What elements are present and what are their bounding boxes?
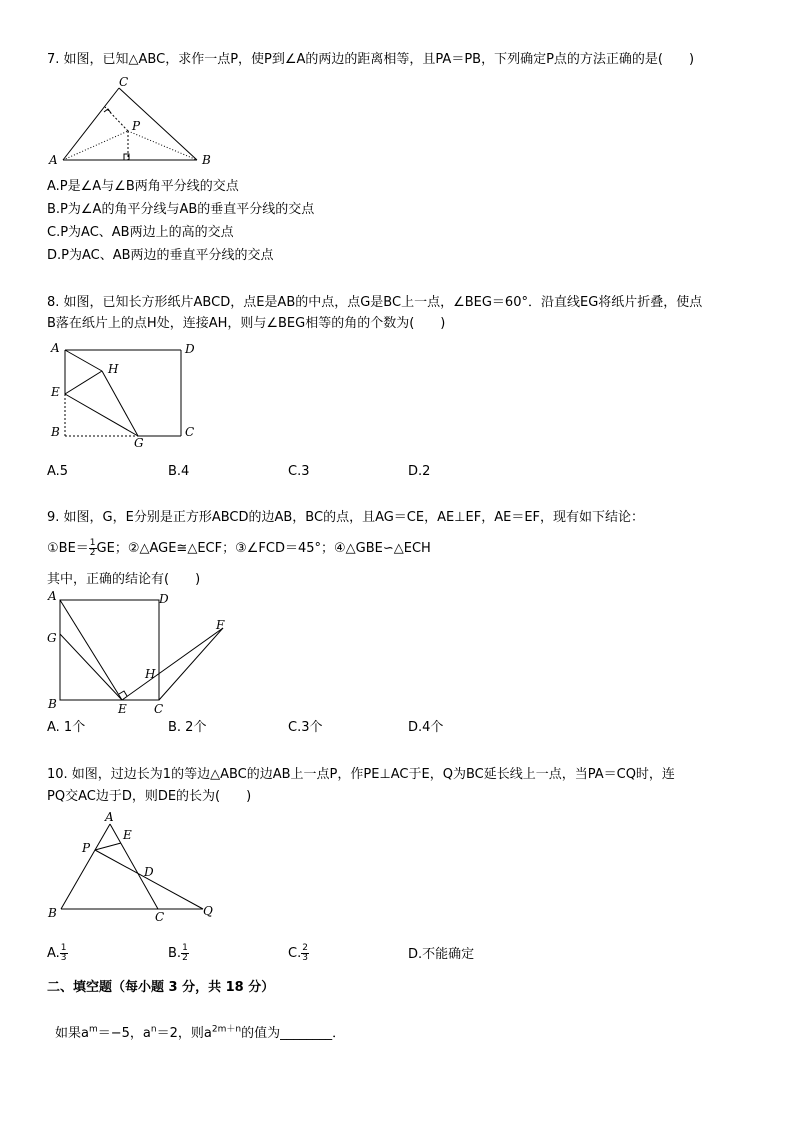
q10-label-P: P xyxy=(82,841,91,855)
q10-option-c-fraction xyxy=(301,944,309,963)
q8-label-B: B xyxy=(51,425,60,439)
q10-option-b-fraction xyxy=(181,944,189,963)
q10-option-c-num: 2 xyxy=(302,943,308,953)
fill1-sup1: m xyxy=(88,1024,98,1035)
q9-fraction-den: 2 xyxy=(89,548,96,558)
q10-label-A: A xyxy=(105,810,114,824)
q8-figure xyxy=(45,340,205,450)
q9-label-C: C xyxy=(154,702,164,716)
q9-stem-line3: 其中，正确的结论有( ) xyxy=(47,572,201,587)
q10-option-b xyxy=(168,944,189,963)
q9-figure xyxy=(45,590,235,718)
q10-label-E: E xyxy=(123,828,132,842)
fill1-sup3: 2m＋n xyxy=(211,1024,242,1035)
q9-label-A: A xyxy=(48,590,57,603)
q10-option-b-den: 2 xyxy=(182,953,188,963)
q10-label-B: B xyxy=(48,906,57,920)
fill1-question xyxy=(55,1026,345,1042)
q9-option-b: B. 2个 xyxy=(168,720,207,735)
fill1-text4: 的值为________． xyxy=(241,1026,346,1041)
q10-option-a-num: 1 xyxy=(60,943,67,953)
q7-figure xyxy=(45,74,225,169)
q8-option-c: C.3 xyxy=(288,464,310,479)
q10-option-c-prefix: C. xyxy=(288,946,302,961)
q8-label-C: C xyxy=(185,425,195,439)
q8-option-d: D.2 xyxy=(408,464,431,479)
q9-fraction-num: 1 xyxy=(89,538,96,548)
q8-option-b: B.4 xyxy=(168,464,190,479)
q7-stem: 7. 如图，已知△ABC，求作一点P，使P到∠A的两边的距离相等，且PA＝PB，下列确定P点的方法正确的是( ) xyxy=(47,52,695,67)
q10-label-C: C xyxy=(155,910,165,924)
q7-label-P: P xyxy=(132,119,141,133)
q10-option-a-den: 3 xyxy=(60,953,67,963)
q8-label-A: A xyxy=(51,341,60,355)
q10-figure xyxy=(45,808,230,926)
q10-option-c xyxy=(288,944,309,963)
q8-label-D: D xyxy=(185,342,195,356)
q9-c1-pre: ①BE＝ xyxy=(47,541,89,556)
q8-stem-line2: B落在纸片上的点H处，连接AH，则与∠BEG相等的角的个数为( ) xyxy=(47,316,446,331)
q9-label-D: D xyxy=(159,592,169,606)
q10-stem-line1: 10. 如图，过边长为1的等边△ABC的边AB上一点P，作PE⊥AC于E，Q为BC延长线上一点，当PA＝CQ时，连 xyxy=(47,767,675,782)
q10-option-d: D.不能确定 xyxy=(408,947,475,962)
q9-stem: 9. 如图，G，E分别是正方形ABCD的边AB，BC的点，且AG＝CE，AE⊥EF，AE＝EF，现有如下结论： xyxy=(47,510,645,525)
section2-title: 二、填空题（每小题 3 分，共 18 分） xyxy=(47,980,275,995)
q10-option-b-num: 1 xyxy=(182,943,188,953)
q9-label-E: E xyxy=(118,702,127,716)
q8-label-H: H xyxy=(108,362,119,376)
q7-label-B: B xyxy=(202,153,211,167)
q7-option-a: A.P是∠A与∠B两角平分线的交点 xyxy=(47,179,239,194)
q7-option-b: B.P为∠A的角平分线与AB的垂直平分线的交点 xyxy=(47,202,315,217)
q9-label-H: H xyxy=(145,667,156,681)
q10-stem-line2: PQ交AC边于D，则DE的长为( ) xyxy=(47,789,252,804)
q8-option-a: A.5 xyxy=(47,464,69,479)
q10-option-a xyxy=(47,944,68,963)
fill1-sup2: n xyxy=(150,1024,157,1035)
q8-label-E: E xyxy=(51,385,60,399)
q10-label-D: D xyxy=(144,865,154,879)
q7-label-C: C xyxy=(119,75,129,89)
q9-option-c: C.3个 xyxy=(288,720,323,735)
fill1-text1: 如果a xyxy=(55,1026,89,1041)
q9-label-F: F xyxy=(216,618,225,632)
q7-option-d: D.P为AC、AB两边的垂直平分线的交点 xyxy=(47,248,274,263)
q9-fraction xyxy=(89,539,97,558)
q10-option-b-prefix: B. xyxy=(168,946,182,961)
q10-label-Q: Q xyxy=(203,904,213,918)
q7-label-A: A xyxy=(49,153,58,167)
q7-option-c: C.P为AC、AB两边上的高的交点 xyxy=(47,225,234,240)
q10-option-a-fraction xyxy=(60,944,68,963)
fill1-text2: ＝−5，a xyxy=(97,1026,151,1041)
q9-conclusions xyxy=(47,539,431,558)
q10-option-c-den: 3 xyxy=(302,953,308,963)
q9-label-G: G xyxy=(47,631,57,645)
q8-stem-line1: 8. 如图，已知长方形纸片ABCD，点E是AB的中点，点G是BC上一点，∠BEG＝60°．沿直线EG将纸片折叠，使点 xyxy=(47,295,703,310)
q10-option-a-prefix: A. xyxy=(47,946,60,961)
q9-label-B: B xyxy=(48,697,57,711)
q9-option-d: D.4个 xyxy=(408,720,444,735)
q9-c1-post: GE；②△AGE≅△ECF；③∠FCD＝45°；④△GBE∽△ECH xyxy=(96,541,431,556)
q8-label-G: G xyxy=(134,436,144,450)
fill1-text3: ＝2，则a xyxy=(156,1026,212,1041)
q9-option-a: A. 1个 xyxy=(47,720,86,735)
